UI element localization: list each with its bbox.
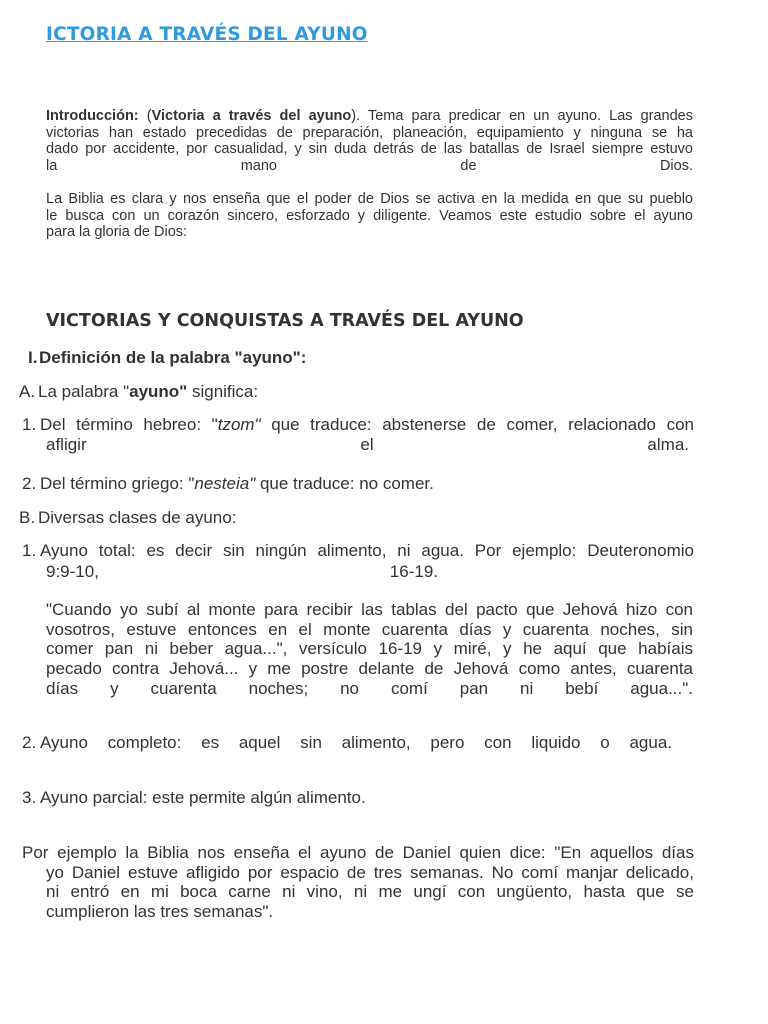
quote-line-3: comer pan ni beber agua...", versículo 16-19 y miré, y he aquí que habíais [46, 639, 693, 659]
daniel-line-4: cumplieron las tres semanas". [46, 902, 274, 922]
item-b2-marker: 2. [22, 733, 37, 752]
item-b-marker: B. [19, 508, 36, 527]
daniel-paragraph [22, 843, 694, 922]
daniel-line-2: yo Daniel estuve afligido por espacio de tres semanas. No comí manjar delicado, [46, 862, 694, 882]
quote-line-2: vosotros, estuve entonces en el monte cuarenta días y cuarenta noches, sin [46, 619, 693, 639]
item-b1-marker: 1. [22, 541, 37, 560]
intro-line-4: la mano de Dios. [46, 157, 693, 174]
intro-line-2: victorias han estado precedidas de preparación, planeación, equipamiento y ninguna se ha [46, 124, 693, 141]
section-i-marker: I. [28, 348, 38, 367]
section-heading: VICTORIAS Y CONQUISTAS A TRAVÉS DEL AYUNO [46, 311, 524, 331]
quote-paragraph [46, 600, 693, 699]
bible-paragraph [46, 191, 693, 241]
quote-line-4: pecado contra Jehová... y me postre delante de Jehová como antes, cuarenta [46, 659, 693, 679]
item-a1-line-1: Del término hebreo: "tzom" que traduce: abstenerse de comer, relacionado con [40, 415, 694, 434]
intro-bold-title: Victoria a través del ayuno [151, 108, 352, 124]
item-a2-text: Del término griego: "nesteia" que traduce: no comer. [40, 474, 434, 493]
bible-line-2: le busca con un corazón sincero, esforzado y diligente. Veamos este estudio sobre el ayuno [46, 207, 693, 224]
intro-line-3: dado por accidente, por casualidad, y sin duda detrás de las batallas de Israel siempre estuvo [46, 141, 693, 158]
item-a2-italic: nesteia" [194, 474, 256, 493]
item-a-text: La palabra "ayuno" significa: [38, 382, 259, 401]
item-b3-marker: 3. [22, 788, 37, 807]
document-title-link[interactable]: ICTORIA A TRAVÉS DEL AYUNO [46, 24, 368, 45]
daniel-line-1: Por ejemplo la Biblia nos enseña el ayuno de Daniel quien dice: "En aquellos días [22, 843, 694, 862]
item-b1-line-1: Ayuno total: es decir sin ningún alimento, ni agua. Por ejemplo: Deuteronomio [40, 541, 694, 560]
item-a2-marker: 2. [22, 474, 37, 493]
item-b1-line-2: 9:9-10, 16-19. [46, 562, 438, 581]
bible-line-1: La Biblia es clara y nos enseña que el poder de Dios se activa en la medida en que su pueblo [46, 191, 693, 207]
item-a1-italic: tzom" [217, 415, 261, 434]
item-a1-marker: 1. [22, 415, 37, 434]
item-b-text: Diversas clases de ayuno: [38, 508, 237, 527]
intro-label: Introducción: [46, 108, 139, 124]
item-a-marker: A. [19, 382, 36, 401]
intro-paragraph [46, 108, 693, 174]
item-b3-text: Ayuno parcial: este permite algún alimento. [40, 788, 366, 807]
quote-line-1: "Cuando yo subí al monte para recibir las tablas del pacto que Jehová hizo con [46, 600, 693, 619]
section-i-text: Definición de la palabra "ayuno": [39, 348, 307, 367]
bible-line-3: para la gloria de Dios: [46, 224, 188, 241]
intro-line-1: Introducción: (Victoria a través del ayuno). Tema para predicar en un ayuno. Las grandes [46, 108, 694, 124]
quote-line-5: días y cuarenta noches; no comí pan ni bebí agua...". [46, 678, 693, 698]
item-a-bold: ayuno" [129, 382, 188, 401]
item-b2-text: Ayuno completo: es aquel sin alimento, pero con liquido o agua. [40, 733, 672, 752]
item-a1-line-2: afligir el alma. [46, 434, 689, 454]
daniel-line-3: ni entró en mi boca carne ni vino, ni me ungí con ungüento, hasta que se [46, 882, 694, 902]
